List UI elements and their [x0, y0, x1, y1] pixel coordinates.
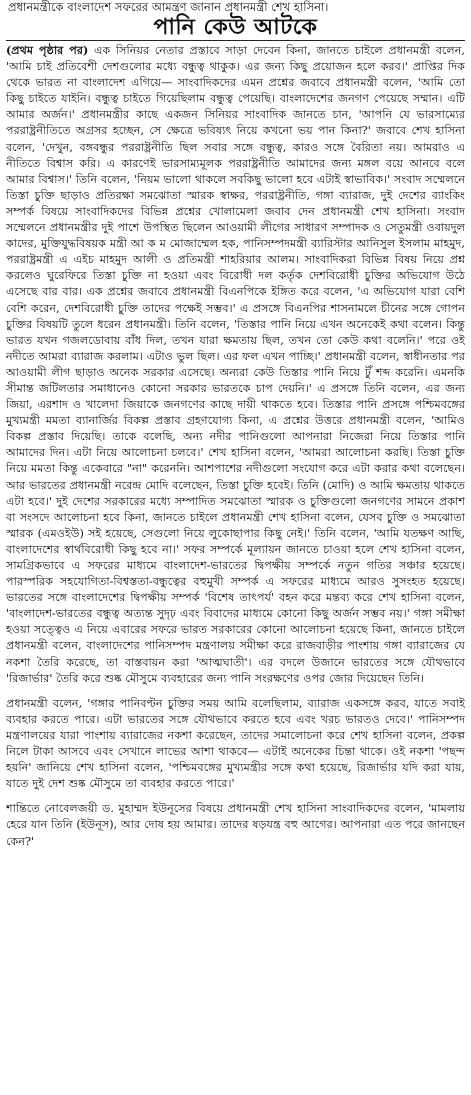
continued-from-label: (প্রথম পৃষ্ঠার পর)	[6, 43, 89, 57]
article-paragraph: প্রধানমন্ত্রী বলেন, 'গঙ্গার পানিবণ্টন চুক্তির সময় আমি বলেছিলাম, ব্যারাজ একসঙ্গে করব, যাতে সবাই ব্যবহার করতে পারে। এটা ভারতের সঙ্গে যৌথভাবে করতে হবে এবং খরচ ভারতও দেবে।' পানিসম্পদ মন্ত্রণালয়ের যারা পাংশায় ব্যারাজের নকশা করেছেন, তাদের সমালোচনা করে শেখ হাসিনা বলেন, প্রকল্প নিলে টাকা আসবে এবং সেখানে লাভের আশা থাকবে— এটাই অনেকের চিন্তা থাকে। ওই নকশা 'পছন্দ হয়নি' জানিয়ে শেখ হাসিনা বলেন, 'পশ্চিমবঙ্গের মুখ্যমন্ত্রীর সঙ্গে কথা হয়েছে, রিজার্ভার যদি করা যায়, যাতে দুই দেশ শুষ্ক মৌসুমে তা ব্যবহার করতে পারে।'	[6, 696, 465, 791]
paragraph-text: এক সিনিয়র নেতার প্রস্তাবে সাড়া দেবেন কিনা, জানতে চাইলে প্রধানমন্ত্রী বলেন, 'আমি চাই প্রতিবেশী দেশগুলোর মধ্যে বন্ধুত্ব থাকুক। এর জন্য কিছু প্রয়োজন হলে করব।' প্রাপ্তির দিক থেকে ভারত না বাংলাদেশ এগিয়ে— সাংবাদিকদের এমন প্রশ্নের জবাবে প্রধানমন্ত্রী বলেন, 'আমি তো কিছু চাইতে যাইনি। বন্ধুত্ব চাইতে গিয়েছিলাম বন্ধুত্ব পেয়েছি। বাংলাদেশের জনগণ পেয়েছে সম্মান। এটি আমার অর্জন।' প্রধানমন্ত্রীর কাছে একজন সিনিয়র সাংবাদিক জানতে চান, 'আপনি যে ভারসাম্যের পররাষ্ট্রনীতিতে অগ্রসর হচ্ছেন, সে ক্ষেত্রে ভবিষ্যৎ নিয়ে কখনো ভয় পান কিনা?' জবাবে শেখ হাসিনা বলেন, 'দেখুন, বঙ্গবন্ধুর পররাষ্ট্রনীতি ছিল সবার সঙ্গে বন্ধুত্ব, কারও সঙ্গে বৈরিতা নয়। আমরাও এ নীতিতে বিশ্বাস করি। এ কারণেই ভারসাম্যমূলক পররাষ্ট্রনীতি আমাদের জন্য মঙ্গল বয়ে আনবে বলে আমার বিশ্বাস।' তিনি বলেন, 'নিয়ম ভালো থাকলে সবকিছু ভালো হবে এটাই স্বাভাবিক।' সংবাদ সম্মেলনে তিস্তা চুক্তি ছাড়াও প্রতিরক্ষা সমঝোতা স্মারক স্বাক্ষর, পররাষ্ট্রনীতি, গঙ্গা ব্যারাজ, দুই দেশের ব্যাংকিং সম্পর্ক বিষয়ে সাংবাদিকদের বিভিন্ন প্রশ্নের খোলামেলা জবাব দেন প্রধানমন্ত্রী শেখ হাসিনা। সংবাদ সম্মেলনে প্রধানমন্ত্রীর দুই পাশে উপস্থিত ছিলেন আওয়ামী লীগের সাধারণ সম্পাদক ও সেতুমন্ত্রী ওবায়দুল কাদের, মুক্তিযুদ্ধবিষয়ক মন্ত্রী আ ক ম মোজাম্মেল হক, পানিসম্পদমন্ত্রী ব্যারিস্টার আনিসুল ইসলাম মাহমুদ, পররাষ্ট্রমন্ত্রী এ এইচ মাহমুদ আলী ও প্রতিমন্ত্রী শাহরিয়ার আলম। সাংবাদিকরা বিভিন্ন বিষয় নিয়ে প্রশ্ন করলেও ঘুরেফিরে তিস্তা চুক্তি না হওয়া এবং বিরোধী দল কর্তৃক দেশবিরোধী চুক্তির অভিযোগ উঠে এসেছে বার বার। এক প্রশ্নের জবাবে প্রধানমন্ত্রী বিএনপিকে ইঙ্গিত করে বলেন, 'এ অভিযোগ যারা বেশি বেশি করেন, দেশবিরোধী চুক্তি তাদের পক্ষেই সম্ভব।' এ প্রসঙ্গে বিএনপির শাসনামলে চীনের সঙ্গে গোপন চুক্তির বিষয়টি তুলে ধরেন প্রধানমন্ত্রী। তিনি বলেন, 'তিস্তার পানি নিয়ে এখন অনেকেই কথা বলেন। কিন্তু ভারত যখন গজলডোবায় বাঁধ দিল, তখন যারা ক্ষমতায় ছিল, তখন তো কেউ কথা বলেনি।' পরে ওই নদীতে আমরা ব্যারাজ করলাম। এটাও ভুল ছিল। এর ফল এখন পাচ্ছি।' প্রধানমন্ত্রী বলেন, স্বাধীনতার পর আওয়ামী লীগ ছাড়াও অনেক সরকার এসেছে। অন্যরা কেউ তিস্তার পানি নিয়ে টুঁ শব্দ করেনি। এমনকি সীমান্ত জটিলতার সমাধানেও কোনো সরকার ভারতকে চাপ দেয়নি।' এ প্রসঙ্গে তিনি বলেন, এর জন্য জিয়া, এরশাদ ও খালেদা জিয়াকে জনগণের কাছে দায়ী থাকতে হবে। তিস্তার পানি প্রসঙ্গে পশ্চিমবঙ্গের মুখ্যমন্ত্রী মমতা ব্যানার্জির বিকল্প প্রস্তাব গ্রহণযোগ্য কিনা, এ প্রশ্নের উত্তরে প্রধানমন্ত্রী বলেন, 'আমিও বিকল্প প্রস্তাব দিয়েছি। তাকে বলেছি, অন্য নদীর পানিগুলো আপনারা নিজেরা নিয়ে তিস্তার পানি আমাদের দিন। এটা নিয়ে আলোচনা চলবে।' শেখ হাসিনা বলেন, 'আমরা আলোচনা করছি। তিস্তা চুক্তি নিয়ে মমতা কিন্তু একেবারে "না" করেননি। আশপাশের নদীগুলো সংযোগ করে এটা করার কথা বলেছেন। আর ভারতের প্রধানমন্ত্রী নরেন্দ্র মোদি বলেছেন, তিস্তা চুক্তি হবেই। তিনি (মোদি) ও আমি ক্ষমতায় থাকতে এটা হবে।' দুই দেশের সরকারের মধ্যে সম্পাদিত সমঝোতা স্মারক ও চুক্তিগুলো জনগণের সামনে প্রকাশ বা সংসদে আলোচনা হবে কিনা, জানতে চাইলে প্রধানমন্ত্রী শেখ হাসিনা বলেন, যেসব চুক্তি ও সমঝোতা স্মারক (এমওইউ) সই হয়েছে, সেগুলো নিয়ে লুকোছাপার কিছু নেই।' তিনি বলেন, 'আমি যতক্ষণ আছি, বাংলাদেশের স্বার্থবিরোধী কিছু হবে না।' সফর সম্পর্কে মূল্যায়ন জানতে চাওয়া হলে শেখ হাসিনা বলেন, সামগ্রিকভাবে এ সফরের মাধ্যমে বাংলাদেশ-ভারতের দ্বিপক্ষীয় সম্পর্কে নতুন গতির সঞ্চার হয়েছে। পারস্পরিক সহযোগিতা-বিশ্বস্ততা-বন্ধুত্বের বহুমুখী সম্পর্ক এ সফরের মাধ্যমে আরও সুসংহত হয়েছে। ভারতের সঙ্গে বাংলাদেশের দ্বিপক্ষীয় সম্পর্ক 'বিশেষ তাৎপর্য' বহন করে মন্তব্য করে শেখ হাসিনা বলেন, 'বাংলাদেশ-ভারতের বন্ধুত্ব অত্যন্ত সুদৃঢ় এবং বিবাদের মাধ্যমে কোনো কিছু অর্জন সম্ভব নয়।' গঙ্গা সমীক্ষা হওয়া সত্ত্বেও এ নিয়ে এবারের সফরে ভারত সরকারের কোনো আলোচনা হয়েছে কিনা, জানতে চাইলে প্রধানমন্ত্রী বলেন, বাংলাদেশের পানিসম্পদ মন্ত্রণালয় সমীক্ষা করে রাজবাড়ীর পাংশায় গঙ্গা ব্যারাজের যে নকশা তৈরি করেছে, তা বাস্তবায়ন করা 'আত্মঘাতী'। এর বদলে উজানে ভারতের সঙ্গে যৌথভাবে 'রিজার্ভার' তৈরি করে শুষ্ক মৌসুমে ব্যবহারের জন্য পানি সংরক্ষণের ওপর জোর দিয়েছেন তিনি।	[6, 44, 465, 685]
previous-article-tail: প্রধানমন্ত্রীকে বাংলাদেশ সফরের আমন্ত্রণ জানান প্রধানমন্ত্রী শেখ হাসিনা।	[8, 0, 329, 14]
article-paragraph	[6, 42, 465, 687]
headline: পানি কেউ আটকে	[153, 14, 318, 40]
article-body	[6, 42, 465, 1092]
headline-divider	[6, 40, 465, 41]
article-paragraph: শান্তিতে নোবেলজয়ী ড. মুহাম্মদ ইউনূসের বিষয়ে প্রধানমন্ত্রী শেখ হাসিনা সাংবাদিকদের বলেন, 'মামলায় হেরে যান তিনি (ইউনূস), আর দোষ হয় আমার। তাদের ষড়যন্ত্র বহু আগের। আপনারা এত পরে জানছেন কেন?'	[6, 802, 465, 848]
